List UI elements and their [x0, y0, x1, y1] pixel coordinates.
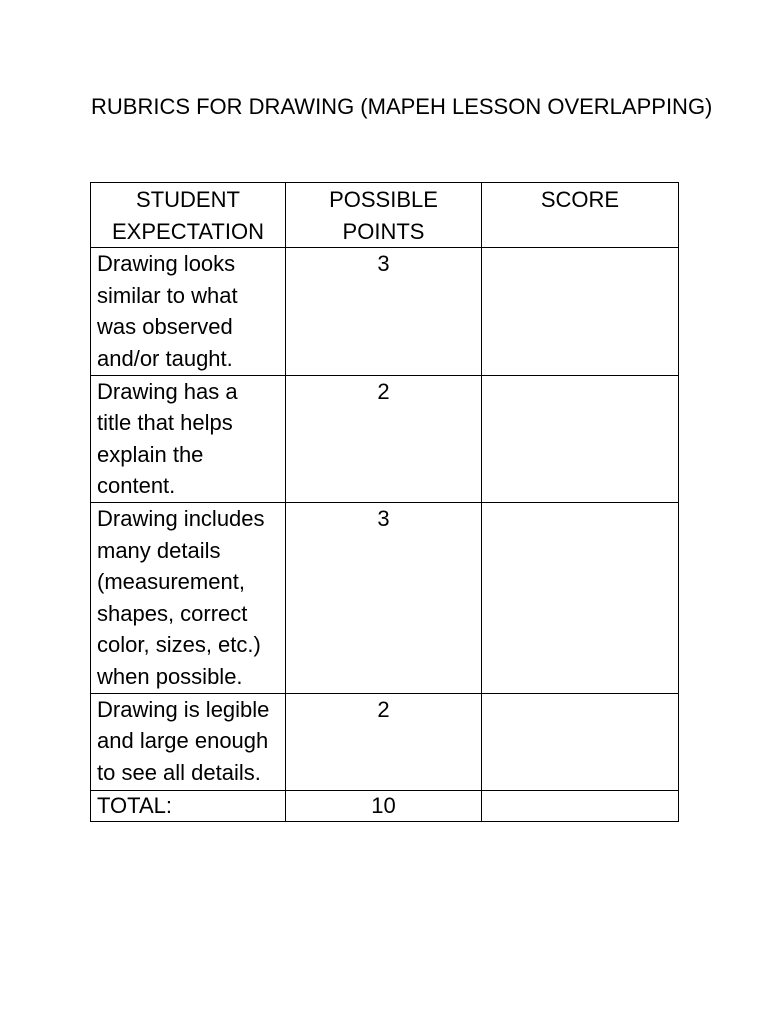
header-score: SCORE: [482, 183, 679, 248]
score-cell[interactable]: [482, 375, 679, 502]
expectation-line: Drawing includes: [97, 505, 265, 531]
expectation-line: many details: [97, 537, 221, 563]
expectation-line: content.: [97, 473, 176, 499]
expectation-line: (measurement,: [97, 569, 245, 595]
score-cell[interactable]: [482, 248, 679, 375]
header-possible-points: POSSIBLE POINTS: [286, 183, 482, 248]
expectation-line: similar to what: [97, 282, 238, 308]
score-cell[interactable]: [482, 693, 679, 790]
table-row: [91, 693, 679, 790]
table-row: [91, 375, 679, 502]
expectation-line: explain the: [97, 441, 204, 467]
header-line: STUDENT EXPECTATION: [112, 187, 264, 244]
points-cell: 3: [286, 502, 482, 693]
table-row: [91, 248, 679, 375]
expectation-line: Drawing is legible: [97, 696, 270, 722]
points-cell: 2: [286, 375, 482, 502]
expectation-line: Drawing has a: [97, 378, 238, 404]
expectation-cell: [91, 375, 286, 502]
page-title: RUBRICS FOR DRAWING (MAPEH LESSON OVERLAPPING): [91, 94, 713, 119]
expectation-line: and large enough: [97, 728, 269, 754]
total-score-cell[interactable]: [482, 790, 679, 821]
total-points: 10: [286, 790, 482, 821]
expectation-line: title that helps: [97, 410, 233, 436]
expectation-line: color, sizes, etc.): [97, 632, 261, 658]
expectation-cell: [91, 693, 286, 790]
rubric-table: [90, 182, 679, 822]
score-cell[interactable]: [482, 502, 679, 693]
total-label: TOTAL:: [91, 790, 286, 821]
table-row: [91, 502, 679, 693]
total-row: [91, 790, 679, 821]
points-cell: 3: [286, 248, 482, 375]
expectation-cell: [91, 502, 286, 693]
expectation-line: and/or taught.: [97, 345, 233, 371]
expectation-cell: [91, 248, 286, 375]
expectation-line: to see all details.: [97, 759, 261, 785]
expectation-line: shapes, correct: [97, 600, 248, 626]
expectation-line: was observed: [97, 314, 233, 340]
header-student-expectation: [91, 183, 286, 248]
expectation-line: Drawing looks: [97, 251, 236, 277]
points-cell: 2: [286, 693, 482, 790]
table-header-row: [91, 183, 679, 248]
expectation-line: when possible.: [97, 663, 243, 689]
